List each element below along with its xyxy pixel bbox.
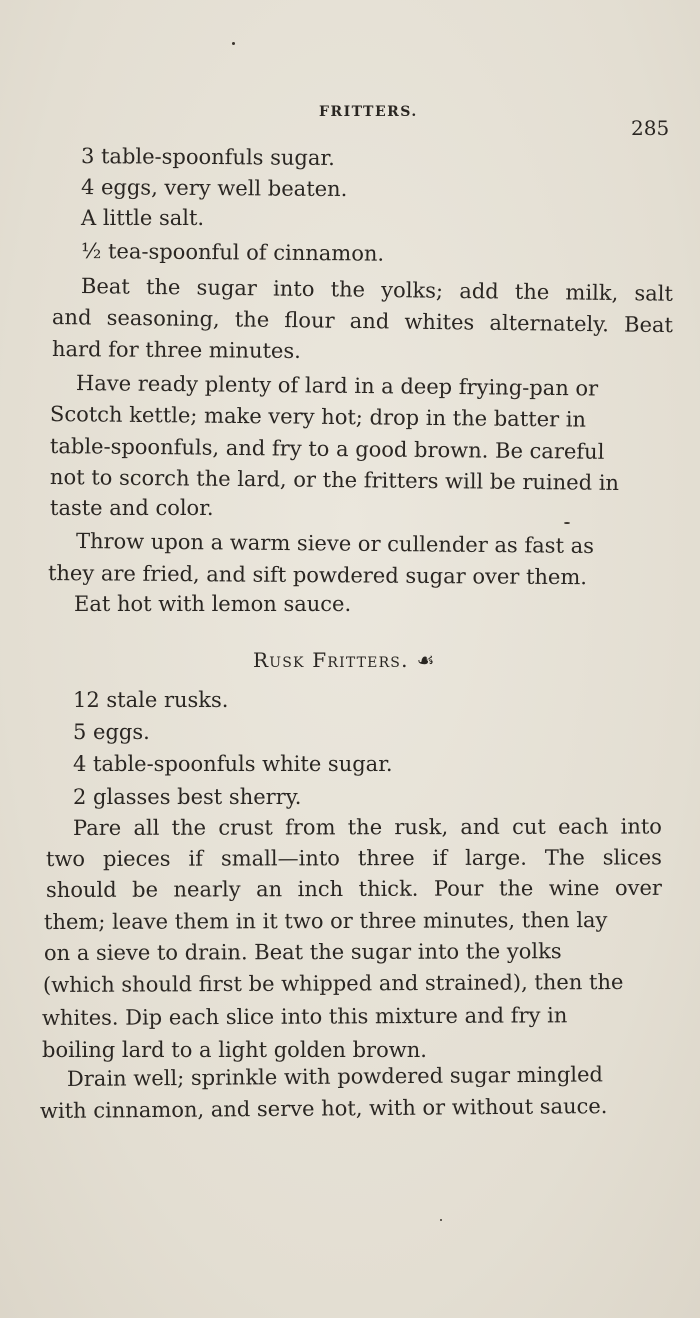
text-line: whites. Dip each slice into this mixture and fry in	[41, 1003, 568, 1030]
recipe-title-text: Rusk Fritters.	[253, 648, 409, 672]
paper-speck	[440, 1219, 442, 1221]
text-line: 3 table-spoonfuls sugar.	[80, 144, 335, 170]
text-line: 2 glasses best sherry.	[73, 785, 302, 809]
text-line: them; leave them in it two or three minutes, then lay	[43, 908, 608, 934]
text-line: Pare all the crust from the rusk, and cut each into	[72, 814, 662, 840]
paper-speck	[564, 522, 570, 524]
text-line: hard for three minutes.	[51, 337, 301, 363]
text-line: Eat hot with lemon sauce.	[74, 592, 352, 616]
text-line: Drain well; sprinkle with powdered sugar mingled	[66, 1062, 604, 1091]
text-line: 4 table-spoonfuls white sugar.	[73, 752, 393, 776]
text-line: two pieces if small—into three if large. The slices	[45, 845, 662, 871]
paper-speck	[232, 42, 235, 45]
text-line: 12 stale rusks.	[73, 688, 229, 712]
text-line: table-spoonfuls, and fry to a good brown. Be careful	[49, 434, 605, 464]
text-line: (which should first be whipped and strained), then the	[42, 969, 624, 997]
text-line: not to scorch the lard, or the fritters will be ruined in	[49, 465, 620, 495]
text-line: boiling lard to a light golden brown.	[42, 1038, 427, 1062]
text-line: on a sieve to drain. Beat the sugar into the yolks	[43, 939, 562, 965]
page-number: 285	[631, 116, 670, 140]
text-line: Have ready plenty of lard in a deep frying-pan or	[75, 371, 599, 401]
text-line: Scotch kettle; make very hot; drop in the batter in	[49, 402, 587, 432]
text-line: ½ tea-spoonful of cinnamon.	[80, 239, 385, 266]
text-line: with cinnamon, and serve hot, with or without sauce.	[39, 1094, 608, 1123]
running-head: FRITTERS.	[319, 104, 418, 120]
text-line: and seasoning, the flour and whites alternately. Beat	[51, 305, 674, 338]
recipe-two-title	[253, 648, 436, 672]
fleuron-icon: ☙	[416, 648, 436, 672]
text-line: should be nearly an inch thick. Pour the wine over	[45, 875, 662, 902]
text-line: 5 eggs.	[73, 720, 150, 744]
text-line: A little salt.	[81, 206, 205, 230]
text-line: they are fried, and sift powdered sugar over them.	[47, 561, 588, 590]
text-line: Throw upon a warm sieve or cullender as fast as	[75, 529, 595, 558]
text-line: taste and color.	[50, 496, 214, 520]
text-line: Beat the sugar into the yolks; add the milk, salt	[80, 274, 674, 306]
text-line: 4 eggs, very well beaten.	[80, 175, 348, 202]
